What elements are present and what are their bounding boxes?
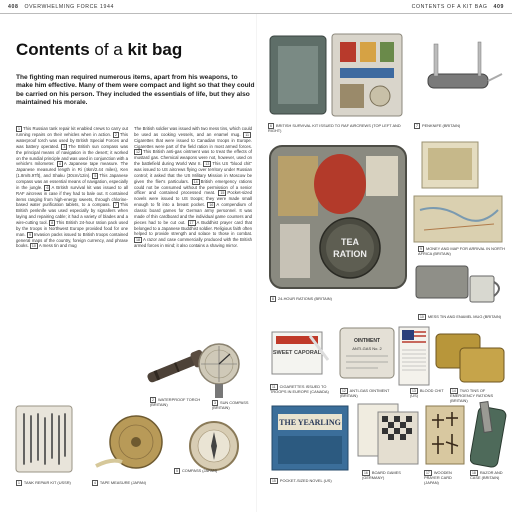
emergency-rations-photo xyxy=(434,328,508,386)
sun-compass-photo xyxy=(194,342,244,402)
running-header xyxy=(0,0,512,14)
item-description: A mess tin and mug xyxy=(38,243,77,249)
caption-1: 1 TANK REPAIR KIT (USSR) xyxy=(18,480,71,485)
item-description: This British 24-hour ration pack used by the troops in Northwest Europe provided food for one man. xyxy=(16,219,128,237)
caption-7: 7 PENKNIFE (BRITAIN) xyxy=(416,123,461,128)
item-description: Pocket-sized novels were issued to US troops; they were made small enough to fit into a breast pocket. xyxy=(134,190,252,207)
caption-5: 5 COMPASS (JAPAN) xyxy=(176,468,218,473)
caption-3: 3 SUN COMPASS (BRITAIN) xyxy=(212,400,249,410)
tea-ration-label-1: TEA xyxy=(341,237,359,247)
caption-8: 8 24-HOUR RATIONS (BRITAIN) xyxy=(272,296,332,301)
caption-2: 2 WATERPROOF TORCH (BRITAIN) xyxy=(150,397,201,407)
caption-14: 14 TWO TINS OF EMERGENCY RATIONS (BRITAIN) xyxy=(450,388,494,403)
cigarettes-photo xyxy=(270,330,330,378)
item-number: 9 xyxy=(28,232,31,237)
caption-17: 17 WOODEN PRAYER CARD (JAPAN) xyxy=(424,470,452,485)
body-column-1 xyxy=(16,126,128,249)
item-number: 13 xyxy=(205,162,210,166)
item-description: Invasion packs issued to British troops contained general maps of the country, foreign currency, and phrase books. xyxy=(16,231,128,249)
caption-9: 9 MONEY AND MAP FOR ARRIVAL IN NORTH AFRICA (BRITAIN) xyxy=(418,246,505,256)
caption-4: 4 TAPE MEASURE (JAPAN) xyxy=(94,480,147,485)
right-header xyxy=(412,4,504,10)
item-number: 2 xyxy=(114,133,117,137)
item-description: This Russian tank repair kit enabled crews to carry out running repairs on their vehicles when in action. xyxy=(16,126,128,137)
caption-11: 11 CIGARETTES ISSUED TO TROOPS IN EUROPE (CANADA) xyxy=(270,384,329,394)
item-description: The British soldier was issued with two mess tins, which could be used as cooking vessels, and an enamel mug. xyxy=(134,126,252,137)
left-page-number: 408 xyxy=(8,4,19,10)
caption-16: 16 BOARD GAMES (GERMANY) xyxy=(362,470,401,480)
right-section-title: CONTENTS OF A KIT BAG xyxy=(411,4,488,10)
page-title xyxy=(16,40,182,60)
item-number: 4 xyxy=(58,162,61,167)
item-description: A razor and case commercially produced with the British armed forces in mind; it also contains a shaving mirror. xyxy=(134,237,252,248)
item-number: 3 xyxy=(63,144,66,149)
item-number: 5 xyxy=(94,174,97,178)
body-column-2 xyxy=(134,126,252,249)
right-page-number: 409 xyxy=(493,4,504,10)
caption-10: 10 MESS TIN AND ENAMEL MUG (BRITAIN) xyxy=(420,314,502,319)
yearling-title: THE YEARLING xyxy=(279,418,341,427)
tape-measure-photo xyxy=(92,412,172,476)
pocket-novel-photo xyxy=(270,404,350,472)
item-number: 11 xyxy=(245,132,249,137)
item-number: 12 xyxy=(136,150,140,155)
caption-18: 18 RAZOR AND CASE (BRITAIN) xyxy=(470,470,503,480)
ration-tin-photo xyxy=(268,144,408,290)
item-description: A Japanese tape measure. The Japanese measured length in Ri (4km/2.44 miles), Ken (1.8m/5.97ft), and Shaku (30cm/12in). xyxy=(16,161,128,178)
blood-chit-photo xyxy=(398,326,430,386)
anti-gas-ointment-photo xyxy=(338,326,396,380)
money-and-map-photo xyxy=(410,140,506,244)
caption-15: 15 POCKET-SIZED NOVEL (US) xyxy=(272,478,332,483)
title-part-1: Contents xyxy=(16,40,95,59)
caption-6: 6 BRITISH SURVIVAL KIT ISSUED TO RAF AIRCREWS (TOP LEFT AND RIGHT) xyxy=(268,123,401,133)
item-number: 6 xyxy=(46,185,49,190)
caption-12: 12 ANTI-GAS OINTMENT (BRITAIN) xyxy=(340,388,390,398)
item-description: Cigarettes that were issued to Canadian troops in Europe. Cigarettes were part of the field ration in most armed forces. xyxy=(134,137,252,149)
left-section-title: OVERWHELMING FORCE 1944 xyxy=(24,4,114,10)
item-description: This British anti-gas ointment was to treat the effects of mustard gas. Chemical weapons were not, however, used on the battlefield during World War II. xyxy=(134,149,252,166)
item-description: A Buddhist prayer card that belonged to a Japanese Buddhist soldier. Religious faith often helped to provide strength and solace to those in combat. xyxy=(134,219,252,237)
item-number: 17 xyxy=(189,220,194,225)
penknife-photo xyxy=(408,36,504,118)
razor-case-photo xyxy=(470,400,508,470)
item-number: 14 xyxy=(193,179,198,184)
item-description: A compendium of classic board games for German army personnel. It was made of thin cardboard and the individual game counters and pieces had to be cut out. xyxy=(134,202,252,225)
survival-kit-photo xyxy=(268,32,404,118)
item-description: A British survival kit was issued to all RAF aircrews in case if they had to bale out. It contained items ranging from high-energy sweets, through chlorine-based water purification tablets, to a compass. xyxy=(16,184,129,208)
item-number: 7 xyxy=(114,203,117,208)
board-games-photo xyxy=(356,400,422,466)
caption-13: 13 BLOOD CHIT (US) xyxy=(410,388,444,398)
intro-paragraph: The fighting man required numerous items, apart from his weapons, to make him effective. Many of them were compact and light so that they could be carried on his person. They included the essentials of life, but they also maintained his morale. xyxy=(16,74,255,107)
prayer-card-photo xyxy=(424,404,466,466)
item-description: This waterproof torch was used by British Special Forces and was battery operated. xyxy=(16,132,128,149)
item-number: 15 xyxy=(220,191,225,196)
item-description: British emergency rations could not be consumed without the permission of a senior officer and contained processed meat. xyxy=(134,178,252,196)
title-part-2: of a xyxy=(94,40,128,59)
ointment-label: OINTMENT xyxy=(353,338,381,344)
item-description: This Japanese compass was an essential means of navigation, especially in the jungle. xyxy=(16,173,129,190)
tea-ration-label-2: RATION xyxy=(333,249,367,259)
item-number: 8 xyxy=(51,220,54,225)
japanese-compass-photo xyxy=(184,418,244,474)
title-part-3: kit bag xyxy=(127,40,183,59)
item-number: 1 xyxy=(18,127,20,131)
item-description: This British penknife was used especially by signallers when laying and repairing cable; it had a variety of blades and a wire-cutting tool. xyxy=(16,202,128,225)
book-gutter xyxy=(256,14,257,512)
item-description: This US "blood chit" was issued to US aircrews flying over territory under Russian control; it asked that the US Military Mission in Moscow be given the flier's particulars. xyxy=(134,161,252,184)
tank-repair-kit-photo xyxy=(14,404,74,474)
mess-tin-photo xyxy=(410,262,506,306)
sweet-caporal-label: SWEET CAPORAL xyxy=(272,350,322,356)
item-description: The British sun compass was the principal means of navigation in the desert; it worked on the sundial principle and was used in conjunction with a vehicle's milometer. xyxy=(16,143,128,167)
item-number: 10 xyxy=(31,244,36,249)
left-header xyxy=(8,4,114,10)
item-number: 18 xyxy=(136,238,140,242)
anti-gas-label: ANTI-GAS No. 2 xyxy=(352,346,382,351)
item-number: 16 xyxy=(209,203,214,207)
